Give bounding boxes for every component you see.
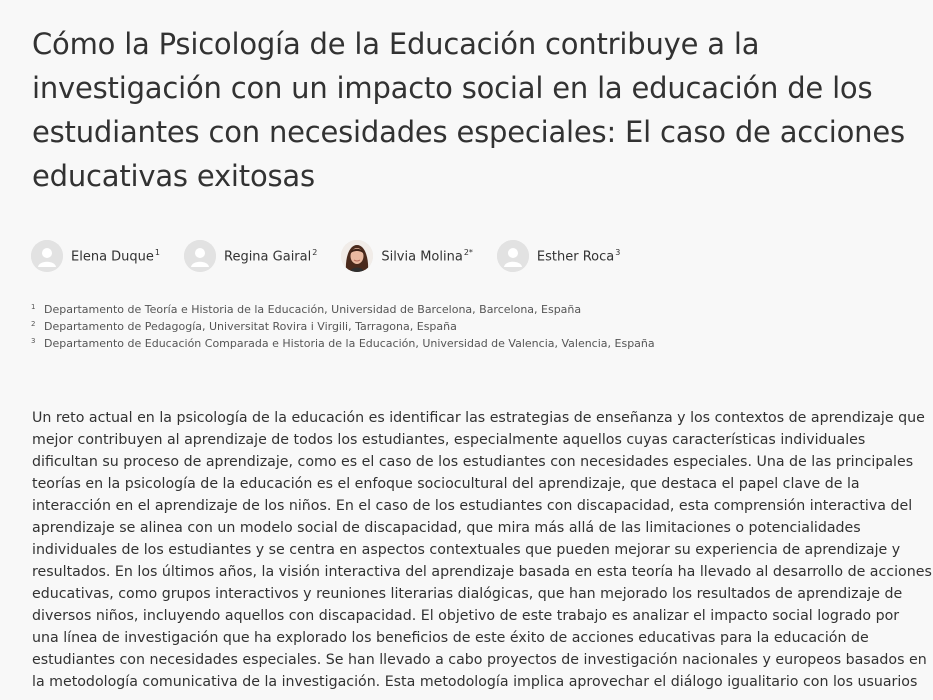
article-title bbox=[32, 22, 932, 198]
author-item[interactable] bbox=[497, 240, 620, 272]
affiliation-text: Departamento de Teoría e Historia de la Educación, Universidad de Barcelona, Barcelona, España bbox=[44, 303, 582, 316]
affiliation-sup: 1 bbox=[154, 247, 160, 257]
abstract-line: individuales de los estudiantes y se centra en aspectos contextuales que pueden mejorar su experiencia de aprendizaje y bbox=[32, 542, 901, 558]
person-placeholder-icon bbox=[497, 240, 529, 272]
abstract-line: educativas, como grupos interactivos y reuniones literarias dialógicas, que han mejorado los resultados de aprendizaje de bbox=[32, 586, 903, 602]
person-placeholder-icon bbox=[184, 240, 216, 272]
author-photo bbox=[341, 240, 373, 272]
author-item[interactable] bbox=[184, 240, 317, 272]
affiliation-number: 1 bbox=[31, 303, 36, 311]
author-item[interactable] bbox=[31, 240, 160, 272]
abstract-line: estudiantes con necesidades especiales. Se han llevado a cabo proyectos de investigación nacionales y europeos basados en bbox=[32, 652, 927, 668]
affiliation-sup: 2 bbox=[312, 247, 318, 257]
abstract-line: resultados. En los últimos años, la visión interactiva del aprendizaje basada en esta teoría ha llevado al desarrollo de acciones bbox=[32, 564, 932, 580]
abstract-line: Un reto actual en la psicología de la educación es identificar las estrategias de enseñanza y los contextos de aprendizaje que bbox=[32, 410, 925, 426]
author-list bbox=[31, 239, 644, 273]
author-name[interactable]: Silvia Molina$^{2*}$ bbox=[381, 247, 473, 265]
abstract-line: diversos niños, incluyendo aquellos con discapacidad. El objetivo de este trabajo es analizar el impacto social logrado por bbox=[32, 608, 900, 624]
author-name[interactable]: Esther Roca$^3$ bbox=[536, 247, 621, 265]
author-name[interactable]: Regina Gairal$^2$ bbox=[224, 247, 318, 265]
title-line: Cómo la Psicología de la Educación contribuye a la bbox=[32, 27, 760, 61]
author-name[interactable]: Elena Duque$^1$ bbox=[71, 247, 160, 265]
affiliation-number: 2 bbox=[31, 320, 36, 328]
affiliation-text: Departamento de Pedagogía, Universitat Rovira i Virgili, Tarragona, España bbox=[44, 320, 457, 333]
title-line: estudiantes con necesidades especiales: El caso de acciones bbox=[32, 115, 905, 149]
abstract-line: dificultan su proceso de aprendizaje, como es el caso de los estudiantes con necesidades especiales. Una de las principales bbox=[32, 454, 914, 470]
person-placeholder-icon bbox=[31, 240, 63, 272]
author-item[interactable] bbox=[341, 240, 473, 272]
abstract-line: mejor contribuyen al aprendizaje de todos los estudiantes, especialmente aquellos cuyas características individuales bbox=[32, 432, 866, 448]
abstract-line: una línea de investigación que ha explorado los beneficios de este éxito de acciones educativas para la educación de bbox=[32, 630, 869, 646]
abstract-line: aprendizaje se alinea con un modelo social de discapacidad, que mira más allá de las limitaciones o potencialidades bbox=[32, 520, 861, 536]
abstract-line: teorías en la psicología de la educación es el enfoque sociocultural del aprendizaje, que destaca el papel clave de la bbox=[32, 476, 860, 492]
affiliation-text: Departamento de Educación Comparada e Historia de la Educación, Universidad de Valencia, Valencia, España bbox=[44, 337, 655, 350]
title-line: investigación con un impacto social en la educación de los bbox=[32, 71, 873, 105]
affiliation-item bbox=[31, 301, 655, 318]
title-line: educativas exitosas bbox=[32, 159, 315, 193]
affiliation-list bbox=[31, 301, 655, 352]
abstract-line: la metodología comunicativa de la investigación. Esta metodología implica aprovechar el diálogo igualitario con los usuarios bbox=[32, 674, 918, 690]
abstract-line: interacción en el aprendizaje de los niños. En el caso de los estudiantes con discapacidad, esta comprensión interactiva del bbox=[32, 498, 913, 514]
affiliation-sup: 2* bbox=[463, 247, 473, 257]
affiliation-sup: 3 bbox=[615, 247, 621, 257]
affiliation-item bbox=[31, 318, 655, 335]
abstract bbox=[32, 407, 933, 693]
affiliation-number: 3 bbox=[31, 337, 36, 345]
affiliation-item bbox=[31, 335, 655, 352]
